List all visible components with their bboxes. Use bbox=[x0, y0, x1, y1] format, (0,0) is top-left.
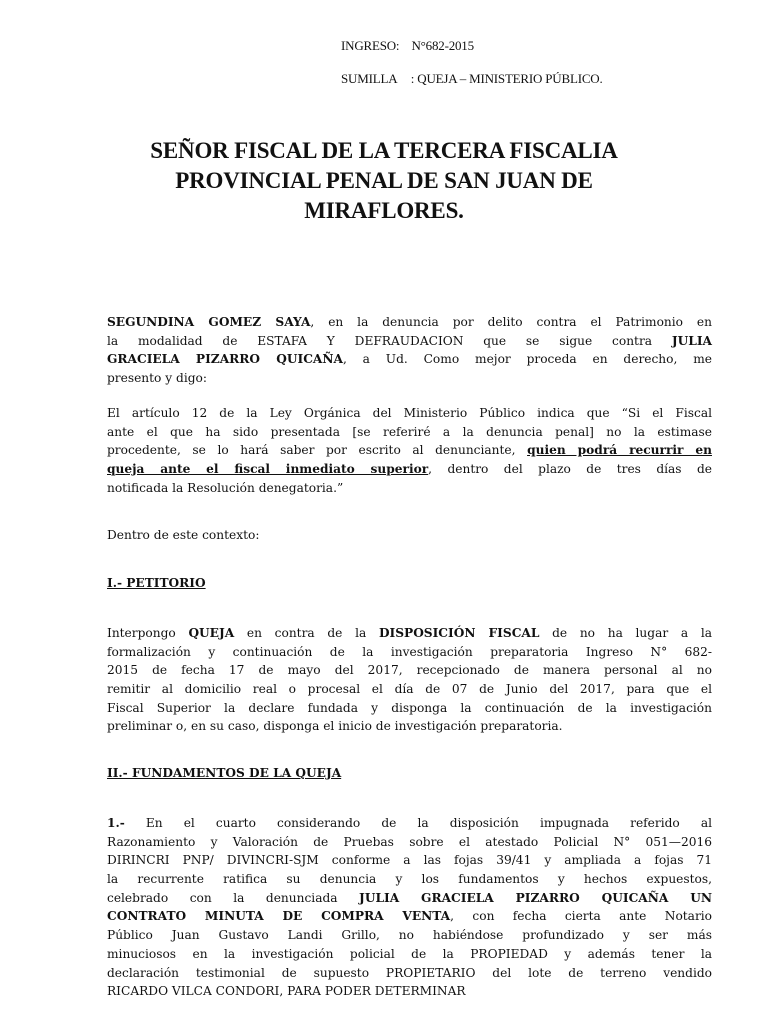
fundamentos-line-9: declaración testimonial de supuesto PROPIETARIO del lote de terreno vendido bbox=[107, 965, 712, 980]
petitorio-text: Interpongo bbox=[107, 626, 189, 640]
defendant-name: GRACIELA PIZARRO QUICAÑA bbox=[107, 352, 343, 367]
intro-text: , a Ud. Como mejor proceda en derecho, me bbox=[342, 352, 712, 367]
context-line: Dentro de este contexto: bbox=[107, 528, 260, 542]
emphasis-text: JULIA GRACIELA PIZARRO QUICAÑA UN bbox=[359, 890, 712, 905]
article-line-1: El artículo 12 de la Ley Orgánica del Ministerio Público indica que “Si el Fiscal bbox=[107, 406, 712, 420]
sumilla-value: : QUEJA – MINISTERIO PÚBLICO. bbox=[410, 71, 603, 86]
article-text: , dentro del plazo de tres días de bbox=[428, 462, 712, 477]
document-title bbox=[100, 136, 668, 226]
article-paragraph bbox=[107, 404, 712, 497]
article-line-4 bbox=[107, 460, 712, 479]
emphasis-text: quien podrá recurrir en bbox=[527, 443, 712, 458]
fundamentos-line-10: RICARDO VILCA CONDORI, PARA PODER DETERMINAR bbox=[107, 984, 466, 999]
article-line-2: ante el que ha sido presentada [se referiré a la denuncia penal] no la estimase bbox=[107, 424, 712, 439]
petitorio-heading: I.- PETITORIO bbox=[107, 576, 206, 590]
title-line-1: SEÑOR FISCAL DE LA TERCERA FISCALIA bbox=[150, 138, 618, 163]
intro-text: la modalidad de ESTAFA Y DEFRAUDACION que se sigue contra bbox=[107, 333, 672, 348]
complainant-name: SEGUNDINA GOMEZ SAYA bbox=[107, 315, 311, 329]
fundamentos-line-8: minuciosos en la investigación policial de la PROPIEDAD y además tener la bbox=[107, 946, 712, 961]
item-number: 1.- bbox=[107, 816, 125, 830]
petitorio-line-5: Fiscal Superior la declare fundada y disponga la continuación de la investigación bbox=[107, 700, 712, 715]
fundamentos-line-6 bbox=[107, 907, 712, 926]
intro-line-2 bbox=[107, 332, 712, 351]
petitorio-line-4: remitir al domicilio real o procesal el día de 07 de Junio del 2017, para que el bbox=[107, 682, 712, 697]
emphasis-text: CONTRATO MINUTA DE COMPRA VENTA bbox=[107, 909, 451, 924]
defendant-name: JULIA bbox=[671, 333, 712, 348]
intro-paragraph bbox=[107, 313, 712, 388]
article-text: procedente, se lo hará saber por escrito al denunciante, bbox=[107, 443, 528, 458]
emphasis-text: DISPOSICIÓN FISCAL bbox=[378, 626, 540, 640]
fundamentos-line-3: DIRINCRI PNP/ DIVINCRI-SJM conforme a las fojas 39/41 y ampliada a fojas 71 bbox=[107, 853, 712, 868]
intro-line-1 bbox=[107, 313, 712, 332]
petitorio-text: en contra de la bbox=[234, 626, 379, 640]
intro-line-3 bbox=[107, 350, 712, 369]
petitorio-text: de no ha lugar a la bbox=[539, 626, 713, 640]
ingreso-label: INGRESO: bbox=[341, 38, 400, 53]
fundamentos-line-1 bbox=[107, 814, 712, 833]
title-line-2: PROVINCIAL PENAL DE SAN JUAN DE bbox=[175, 168, 593, 193]
article-line-5: notificada la Resolución denegatoria.” bbox=[107, 480, 344, 495]
petitorio-paragraph bbox=[107, 624, 712, 736]
fundamentos-text: , con fecha cierta ante Notario bbox=[450, 909, 713, 924]
fundamentos-line-7: Público Juan Gustavo Landi Grillo, no habiéndose profundizado y ser más bbox=[107, 928, 712, 943]
article-line-3 bbox=[107, 441, 712, 460]
petitorio-line-1 bbox=[107, 624, 712, 643]
fundamentos-line-4: la recurrente ratifica su denuncia y los fundamentos y hechos expuestos, bbox=[107, 872, 712, 887]
fundamentos-line-2: Razonamiento y Valoración de Pruebas sobre el atestado Policial N° 051—2016 bbox=[107, 834, 712, 849]
ingreso-value: N°682-2015 bbox=[411, 38, 474, 53]
fundamentos-paragraph bbox=[107, 814, 712, 1001]
emphasis-text: QUEJA bbox=[188, 626, 235, 640]
intro-text: , en la denuncia por delito contra el Patrimonio en bbox=[310, 315, 712, 329]
petitorio-line-3: 2015 de fecha 17 de mayo del 2017, recepcionado de manera personal al no bbox=[107, 663, 712, 678]
sumilla-line bbox=[341, 71, 603, 87]
petitorio-line-6: preliminar o, en su caso, disponga el inicio de investigación preparatoria. bbox=[107, 719, 563, 734]
sumilla-label: SUMILLA bbox=[341, 71, 397, 86]
title-line-3: MIRAFLORES. bbox=[304, 198, 464, 223]
fundamentos-text: celebrado con la denunciada bbox=[107, 890, 360, 905]
fundamentos-heading: II.- FUNDAMENTOS DE LA QUEJA bbox=[107, 766, 342, 780]
fundamentos-line-5 bbox=[107, 889, 712, 908]
intro-line-4: presento y digo: bbox=[107, 371, 207, 386]
fundamentos-text: En el cuarto considerando de la disposición impugnada referido al bbox=[124, 816, 712, 830]
ingreso-line bbox=[341, 38, 474, 54]
emphasis-text: queja ante el fiscal inmediato superior bbox=[107, 462, 429, 477]
petitorio-line-2: formalización y continuación de la investigación preparatoria Ingreso N° 682- bbox=[107, 644, 712, 659]
